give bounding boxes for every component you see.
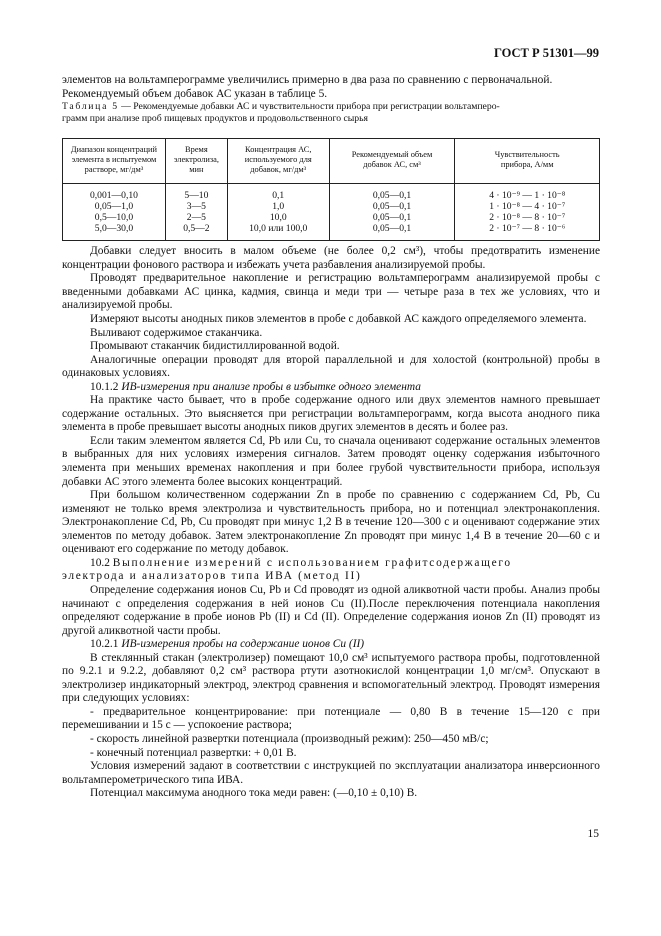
list-item: - скорость линейной развертки потенциала (производный режим): 250—450 мВ/с; <box>90 732 489 745</box>
cell-value: 0,05—1,0 <box>94 201 134 213</box>
cell-value: 0,5—10,0 <box>94 212 134 224</box>
section-heading-10-1-2 <box>62 381 600 395</box>
paragraph: Промывают стаканчик бидистиллированной водой. <box>90 340 340 353</box>
paragraph: Аналогичные операции проводят для второй параллельной и для холостой (контрольной) пробы в одинаковых условиях. <box>62 353 600 380</box>
cell-value: 10,0 <box>269 212 287 224</box>
table-row <box>63 184 600 241</box>
header-text: мин <box>189 165 204 175</box>
cell-value: 1 · 10⁻⁸ — 4 · 10⁻⁷ <box>489 201 566 213</box>
section-title: ИВ-измерения пробы на содержание ионов Cu (II) <box>121 638 365 651</box>
cell-value: 0,5—2 <box>183 223 210 235</box>
cell-electrolysis-time <box>165 184 227 241</box>
header-text: Чувствительность <box>494 150 560 160</box>
paragraph: Определение содержания ионов Cu, Pb и Cd проводят из одной аликвотной части пробы. Анализ пробы начинают с определения содержания в ней ионов Cu (II).После переключения потенциала накопления определяют содержание в пробе ионов Pb (II) и Cd (II). Определение содержания ионов Zn (II) проводят из другой аликвотной части пробы. <box>62 583 600 637</box>
paragraph: В стеклянный стакан (электролизер) помещают 10,0 см³ испытуемого раствора пробы, подготовленной по 9.2.1 и 9.2.2, добавляют 0,2 см³ раствора ртути азотнокислой концентрации 1,0 мг/см³. Опускают в электролизер индикаторный электрод, электрод сравнения и вспомогательный электрод. Проводят измерения при следующих условиях: <box>62 651 600 705</box>
page-number: 15 <box>587 828 599 840</box>
section-heading-10-2-1 <box>62 638 600 652</box>
header-text: Время <box>185 145 208 155</box>
header-text: Диапазон концентраций <box>70 145 158 155</box>
cell-value: 10,0 или 100,0 <box>249 223 308 235</box>
header-concentration-range <box>63 139 166 184</box>
section-heading-10-2 <box>62 557 600 584</box>
table-caption-line-1: — Рекомендуемые добавки АС и чувствительности прибора при регистрации вольтамперо- <box>118 101 500 113</box>
paragraph: На практике часто бывает, что в пробе содержание одного или двух элементов намного превышает содержание остальных. Это выясняется при регистрации вольтамперограмм, когда высота анодного пика элемента в пробе превышает высоты анодных пиков других элементов в десять и более раз. <box>62 394 600 434</box>
cell-value: 3—5 <box>186 201 206 213</box>
cell-value: 2—5 <box>186 212 206 224</box>
paragraph: Если таким элементом является Cd, Pb или Cu, то сначала оценивают содержание остальных элементов в выбранных для них условиях измерения сигналов. Затем проводят оценку содержания избыточного элемента при меньших временах накопления и при более грубой чувствительности прибора, используя добавки АС этого элемента более высоких концентраций. <box>62 434 600 488</box>
section-title: ИВ-измерения при анализе пробы в избытке одного элемента <box>121 380 421 393</box>
cell-value: 0,05—0,1 <box>372 212 412 224</box>
header-text: добавок, мг/дм³ <box>250 165 307 175</box>
paragraph: Потенциал максимума анодного тока меди равен: (—0,10 ± 0,10) В. <box>90 787 418 800</box>
section-number: 10.2 <box>90 556 110 569</box>
document-body <box>62 74 600 801</box>
table-caption-line-2: грамм при анализе проб пищевых продуктов и продовольственного сырья <box>62 112 368 124</box>
header-text: прибора, А/мм <box>500 160 554 170</box>
cell-value: 4 · 10⁻⁹ — 1 · 10⁻⁸ <box>489 190 566 202</box>
cell-as-concentration <box>227 184 329 241</box>
cell-value: 0,1 <box>272 190 285 202</box>
paragraph: При большом количественном содержании Zn в пробе по сравнению с содержанием Cd, Pb, Cu изменяют не только время электролиза и чувствительность прибора, но и потенциал электронакопления. Электронакопление Cd, Pb, Cu проводят при минус 1,2 В в течение 120—300 с и оценивают содержание этих элементов по методу добавок. Затем электронакопление Zn проводят при минус 1,4 В в течение 20—60 с и оценивают его содержание по методу добавок. <box>62 489 600 556</box>
cell-value: 0,05—0,1 <box>372 190 412 202</box>
header-text: добавок АС, см³ <box>363 160 421 170</box>
header-sensitivity <box>455 139 600 184</box>
cell-value: 0,001—0,10 <box>89 190 138 202</box>
cell-value: 0,05—0,1 <box>372 201 412 213</box>
cell-value: 2 · 10⁻⁷ — 8 · 10⁻⁶ <box>489 223 566 235</box>
intro-line-2: Рекомендуемый объем добавок АС указан в таблице 5. <box>62 87 328 100</box>
table-caption-label: Таблица 5 <box>62 101 119 113</box>
cell-recommended-volume <box>329 184 455 241</box>
paragraph: Измеряют высоты анодных пиков элементов в пробе с добавкой АС каждого определяемого элемента. <box>90 313 587 326</box>
table-caption <box>62 101 600 124</box>
cell-sensitivity <box>455 184 600 241</box>
cell-value: 2 · 10⁻⁸ — 8 · 10⁻⁷ <box>489 212 566 224</box>
header-text: используемого для <box>244 155 312 165</box>
list-item: - конечный потенциал развертки: + 0,01 В. <box>90 746 297 759</box>
header-electrolysis-time <box>165 139 227 184</box>
cell-concentration-range <box>63 184 166 241</box>
header-text: Рекомендуемый объем <box>351 150 433 160</box>
section-number: 10.2.1 <box>90 638 119 651</box>
table-header-row <box>63 139 600 184</box>
table-5 <box>62 138 600 241</box>
intro-line-1: элементов на вольтамперограмме увеличились примерно в два раза по сравнению с первоначальной. <box>62 74 553 86</box>
header-text: растворе, мг/дм³ <box>84 165 144 175</box>
section-title: Выполнение измерений с использованием графитсодержащего <box>112 556 512 569</box>
paragraph: Условия измерений задают в соответствии с инструкцией по эксплуатации анализатора инверсионного вольтамперометрического типа ИВА. <box>62 760 600 786</box>
paragraph: Выливают содержимое стаканчика. <box>90 326 263 339</box>
standard-number: ГОСТ Р 51301—99 <box>493 46 599 60</box>
header-as-concentration <box>227 139 329 184</box>
header-text: элемента в испытуемом <box>71 155 157 165</box>
cell-value: 1,0 <box>272 201 285 213</box>
cell-value: 5—10 <box>184 190 209 202</box>
cell-value: 0,05—0,1 <box>372 223 412 235</box>
section-number: 10.1.2 <box>90 380 119 393</box>
header-text: Концентрация АС, <box>245 145 312 155</box>
section-title-continued: электрода и анализаторов типа ИВА (метод II) <box>62 570 362 583</box>
paragraph: Добавки следует вносить в малом объеме (не более 0,2 см³), чтобы предотвратить изменение концентрации фонового раствора и избежать учета разбавления анализируемой пробы. <box>62 245 600 271</box>
list-item: - предварительное концентрирование: при потенциале — 0,80 В в течение 15—120 с при перемешивании и 15 с — успокоение раствора; <box>62 705 600 732</box>
cell-value: 5,0—30,0 <box>94 223 134 235</box>
header-recommended-volume <box>329 139 455 184</box>
header-text: электролиза, <box>173 155 219 165</box>
paragraph: Проводят предварительное накопление и регистрацию вольтамперограмм анализируемой пробы с введенными добавками АС цинка, кадмия, свинца и меди три — четыре раза в тех же условиях, что и анализируемой пробы. <box>62 272 600 312</box>
